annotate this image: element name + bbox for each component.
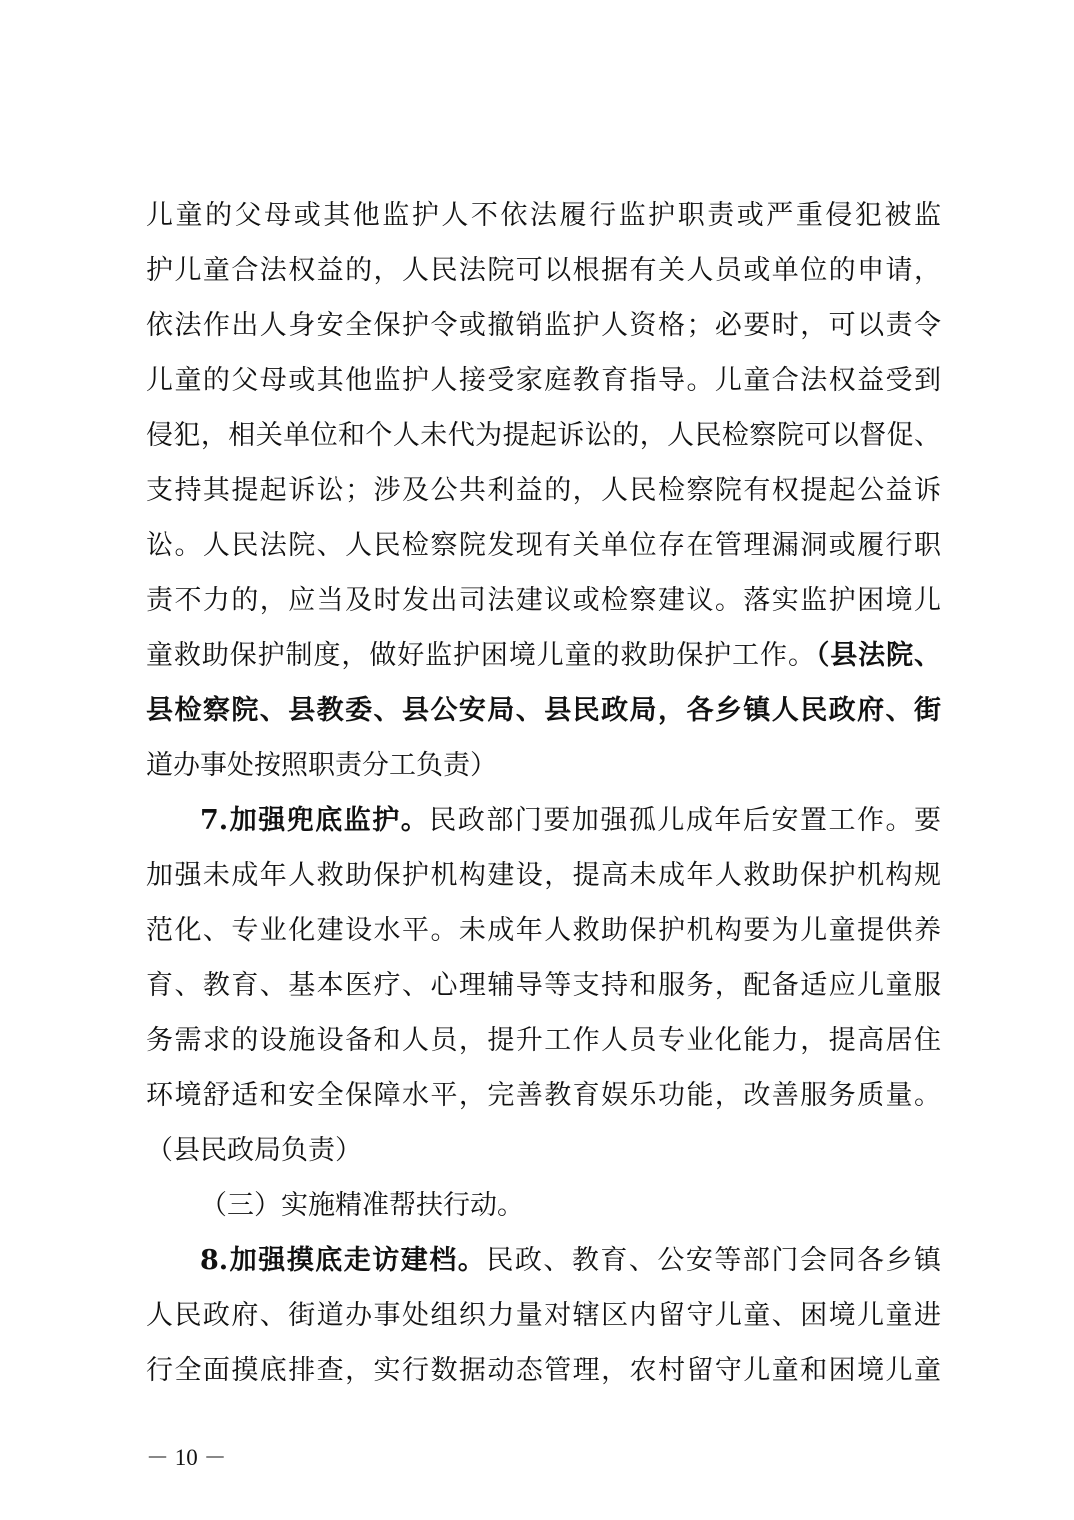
text-line [146, 302, 941, 350]
text-run: 儿童的父母或其他监护人不依法履行监护职责或严重侵犯被监 [146, 200, 941, 231]
text-run: 务需求的设施设备和人员，提升工作人员专业化能力，提高居住 [146, 1025, 941, 1056]
text-line [146, 577, 941, 625]
text-run: 讼。人民法院、人民检察院发现有关单位存在管理漏洞或履行职 [146, 530, 941, 561]
text-line [146, 1017, 941, 1065]
bold-text-run: （县法院、 [815, 640, 941, 671]
text-run: 责不力的，应当及时发出司法建议或检察建议。落实监护困境儿 [146, 585, 941, 616]
bold-text-run: 8.加强摸底走访建档。 [200, 1245, 487, 1276]
text-line [146, 962, 941, 1010]
text-line [146, 467, 941, 515]
text-run: 侵犯，相关单位和个人未代为提起诉讼的，人民检察院可以督促、 [146, 420, 941, 451]
text-line [146, 1292, 941, 1340]
text-run: 童救助保护制度，做好监护困境儿童的救助保护工作。 [146, 640, 816, 671]
text-run: 护儿童合法权益的，人民法院可以根据有关人员或单位的申请， [146, 255, 941, 286]
text-run: 环境舒适和安全保障水平，完善教育娱乐功能，改善服务质量。 [146, 1080, 941, 1111]
text-line [146, 357, 941, 405]
text-run: 道办事处按照职责分工负责） [146, 750, 497, 781]
text-run: 人民政府、街道办事处组织力量对辖区内留守儿童、困境儿童进 [146, 1300, 941, 1331]
text-line [146, 907, 941, 955]
text-line [146, 1127, 941, 1175]
text-run: 行全面摸底排查，实行数据动态管理，农村留守儿童和困境儿童 [146, 1355, 941, 1386]
text-run: （三）实施精准帮扶行动。 [200, 1190, 524, 1221]
text-line [146, 1182, 941, 1230]
text-line [146, 412, 941, 460]
bold-text-run: 7.加强兜底监护。 [200, 805, 430, 836]
text-line [146, 522, 941, 570]
text-line [146, 247, 941, 295]
text-run: 依法作出人身安全保护令或撤销监护人资格；必要时，可以责令 [146, 310, 941, 341]
text-line [146, 632, 941, 680]
page-number: － 10 － [146, 1445, 227, 1470]
text-line [146, 687, 941, 735]
text-line [146, 1347, 941, 1395]
text-run: 加强未成年人救助保护机构建设，提高未成年人救助保护机构规 [146, 860, 941, 891]
text-line [146, 742, 941, 790]
text-line [146, 852, 941, 900]
text-run: 支持其提起诉讼；涉及公共利益的，人民检察院有权提起公益诉 [146, 475, 941, 506]
text-run: 育、教育、基本医疗、心理辅导等支持和服务，配备适应儿童服 [146, 970, 941, 1001]
text-run: 儿童的父母或其他监护人接受家庭教育指导。儿童合法权益受到 [146, 365, 941, 396]
text-run: 民政、教育、公安等部门会同各乡镇 [486, 1245, 941, 1276]
text-line [146, 1237, 941, 1285]
text-line [146, 192, 941, 240]
text-run: 范化、专业化建设水平。未成年人救助保护机构要为儿童提供养 [146, 915, 941, 946]
text-line [146, 797, 941, 845]
text-run: （县民政局负责） [146, 1135, 362, 1166]
text-line [146, 1072, 941, 1120]
text-run: 民政部门要加强孤儿成年后安置工作。要 [429, 805, 941, 836]
bold-text-run: 县检察院、县教委、县公安局、县民政局，各乡镇人民政府、街 [146, 695, 941, 726]
